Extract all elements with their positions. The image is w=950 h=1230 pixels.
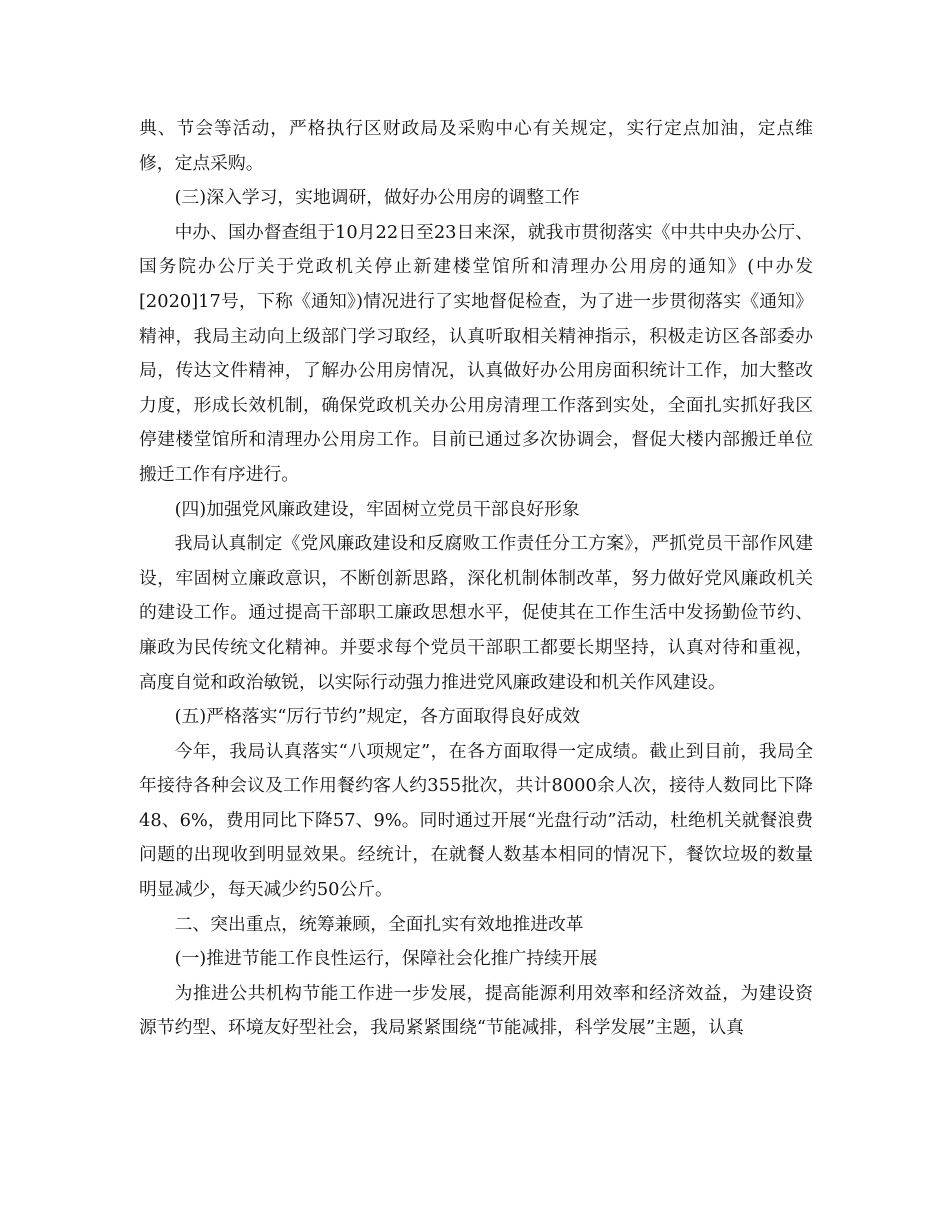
section-heading-4: (四)加强党风廉政建设，牢固树立党员干部良好形象 — [174, 498, 580, 520]
section-heading-3: (三)深入学习，实地调研，做好办公用房的调整工作 — [174, 187, 580, 209]
paragraph-office-space: 中办、国办督查组于10月22日至23日来深，就我市贯彻落实《中共中央办公厅、国务院办公厅关于党政机关停止新建楼堂馆所和清理办公用房的通知》(中办发[2020]17号，下称《通知》)情况进行了实地督促检查，为了进一步贯彻落实《通知》精神，我局主动向上级部门学习取经，认真听取相关精神指示，积极走访区各部委办局，传达文件精神，了解办公用房情况，认真做好办公用房面积统计工作，加大整改力度，形成长效机制，确保党政机关办公用房清理工作落到实处，全面扎实抓好我区停建楼堂馆所和清理办公用房工作。目前已通过多次协调会，督促大楼内部搬迁单位搬迁工作有序进行。 — [139, 221, 813, 485]
section-heading-5: (五)严格落实“厉行节约”规定，各方面取得良好成效 — [174, 706, 581, 728]
part-heading-2: 二、突出重点，统筹兼顾，全面扎实有效地推进改革 — [174, 913, 584, 935]
document-body — [139, 112, 813, 1046]
paragraph-energy-saving: 为推进公共机构节能工作进一步发展，提高能源利用效率和经济效益，为建设资源节约型、环境友好型社会，我局紧紧围绕“节能减排，科学发展”主题，认真 — [139, 982, 813, 1039]
paragraph-integrity: 我局认真制定《党风廉政建设和反腐败工作责任分工方案》，严抓党员干部作风建设，牢固树立廉政意识，不断创新思路，深化机制体制改革，努力做好党风廉政机关的建设工作。通过提高干部职工廉政思想水平，促使其在工作生活中发扬勤俭节约、廉政为民传统文化精神。并要求每个党员干部职工都要长期坚持，认真对待和重视，高度自觉和政治敏锐，以实际行动强力推进党风廉政建设和机关作风建设。 — [139, 533, 813, 693]
paragraph-frugality: 今年，我局认真落实“八项规定”，在各方面取得一定成绩。截止到目前，我局全年接待各种会议及工作用餐约客人约355批次，共计8000余人次，接待人数同比下降48、6%，费用同比下降57、9%。同时通过开展“光盘行动”活动，杜绝机关就餐浪费问题的出现收到明显效果。经统计，在就餐人数基本相同的情况下，餐饮垃圾的数量明显减少，每天减少约50公斤。 — [139, 740, 813, 901]
section-heading-2-1: (一)推进节能工作良性运行，保障社会化推广持续开展 — [174, 948, 598, 970]
paragraph-continuation: 典、节会等活动，严格执行区财政局及采购中心有关规定，实行定点加油，定点维修，定点采购。 — [139, 118, 813, 174]
